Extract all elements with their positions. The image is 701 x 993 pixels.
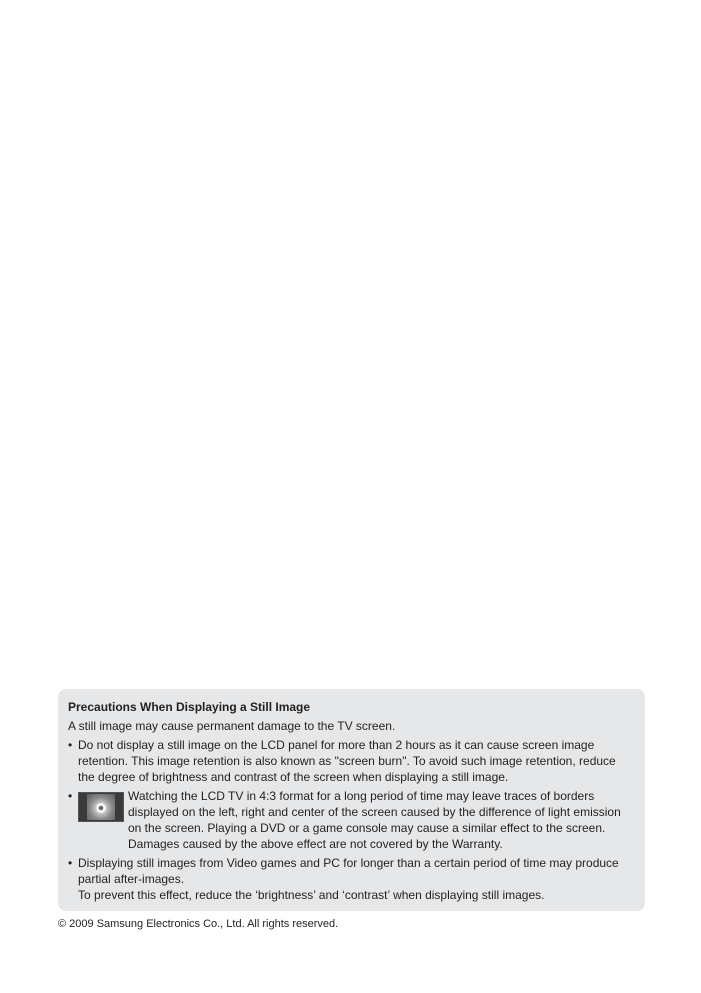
bullet: • bbox=[68, 789, 73, 803]
copyright-notice: © 2009 Samsung Electronics Co., Ltd. All rights reserved. bbox=[58, 918, 339, 930]
bullet: • bbox=[68, 856, 73, 870]
precaution-item-screen-burn bbox=[68, 737, 633, 785]
precaution-item-after-images bbox=[68, 855, 633, 903]
still-image-precautions-box bbox=[58, 689, 645, 911]
tv-4-3-image-icon bbox=[78, 792, 124, 822]
precaution-item-4-3-format bbox=[68, 788, 633, 852]
bullet: • bbox=[68, 738, 73, 752]
precaution-text: Displaying still images from Video games and PC for longer than a certain period of time may produce partial after-images. bbox=[78, 856, 619, 886]
precautions-intro: A still image may cause permanent damage to the TV screen. bbox=[68, 719, 396, 733]
precaution-text: Watching the LCD TV in 4:3 format for a long period of time may leave traces of borders displayed on the left, right and center of the screen caused by the difference of light emission on the screen. Playing a DVD or a game console may cause a similar effect to the screen. Damages caused by the above effect are not covered by the Warranty. bbox=[128, 789, 621, 851]
precaution-extra-text: To prevent this effect, reduce the ‘brightness’ and ‘contrast’ when displaying still images. bbox=[78, 888, 545, 902]
precautions-list bbox=[68, 737, 633, 903]
precautions-title: Precautions When Displaying a Still Image bbox=[68, 700, 311, 714]
precaution-text: Do not display a still image on the LCD panel for more than 2 hours as it can cause screen image retention. This image retention is also known as "screen burn". To avoid such image retention, reduce the degree of brightness and contrast of the screen when displaying a still image. bbox=[78, 738, 616, 784]
